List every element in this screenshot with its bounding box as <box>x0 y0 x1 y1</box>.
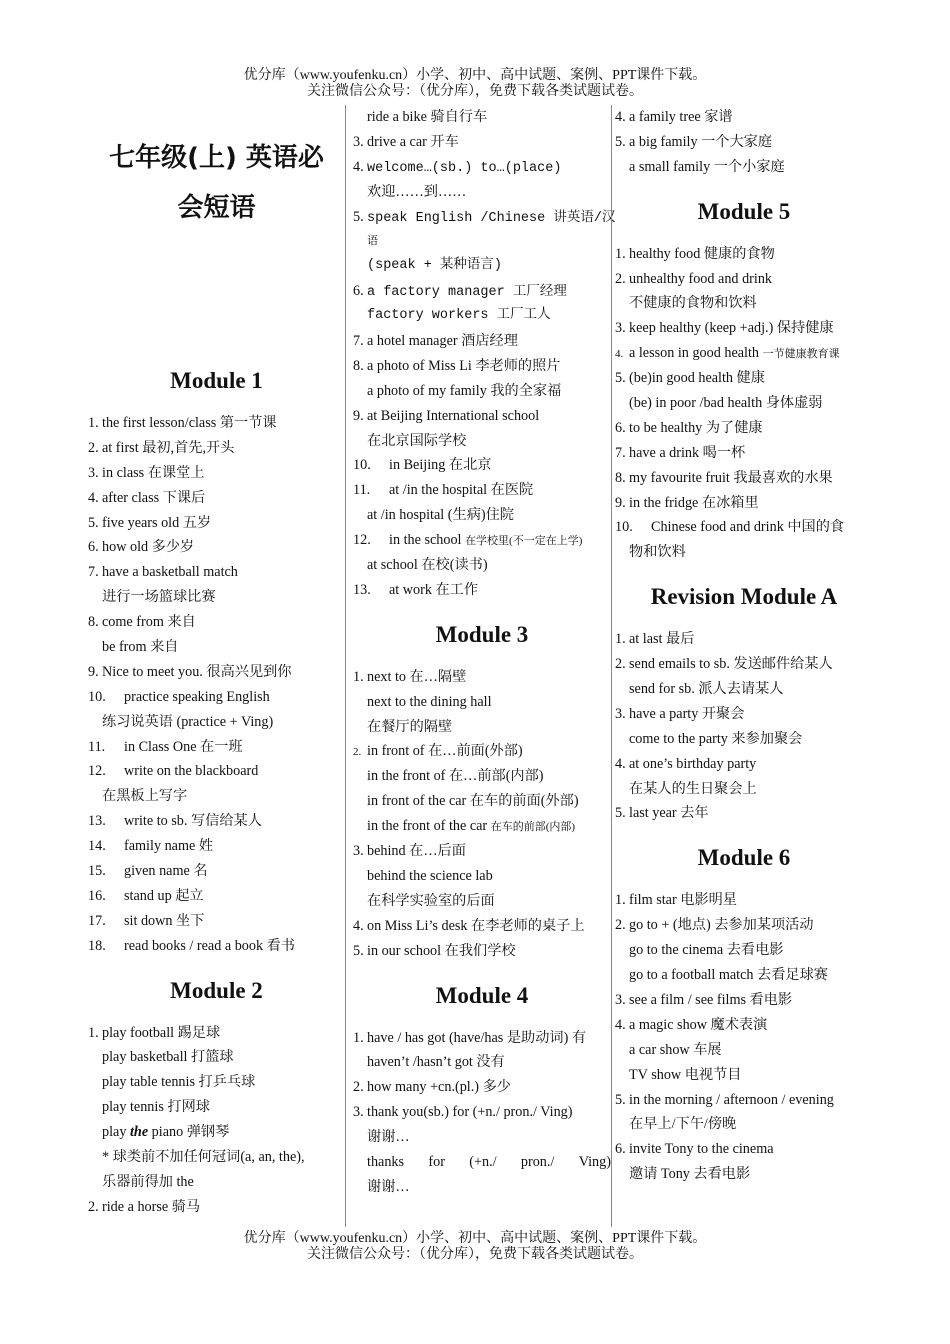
list-item-cont: come to the party 来参加聚会 <box>629 730 803 747</box>
list-item: 11. at /in the hospital 在医院 <box>353 482 534 499</box>
list-item-cont: 邀请 Tony 去看电影 <box>629 1166 751 1183</box>
list-item-cont: factory workers 工厂工人 <box>367 308 551 324</box>
list-item: 17. sit down 坐下 <box>88 912 205 929</box>
list-item: 2. in front of 在…前面(外部) <box>353 743 523 760</box>
page-footer <box>0 1231 950 1263</box>
list-item-cont: go to a football match 去看足球赛 <box>629 967 828 984</box>
title-line-1: 七年级(上) 英语必 <box>109 143 324 173</box>
list-item-cont: at school 在校(读书) <box>367 557 488 574</box>
list-item: 5. last year 去年 <box>615 805 709 822</box>
list-item: 3. in class 在课堂上 <box>88 464 205 481</box>
list-item: 1. have / has got (have/has 是助动词) 有 <box>353 1029 587 1046</box>
module-2-list <box>88 1021 345 1220</box>
list-item-cont: play the piano 弹钢琴 <box>102 1124 230 1141</box>
list-item: 8. my favourite fruit 我最喜欢的水果 <box>615 469 833 486</box>
list-item: 4. at one’s birthday party <box>615 755 757 772</box>
list-item: 13. write to sb. 写信给某人 <box>88 813 262 830</box>
list-item: 4. welcome…(sb.) to…(place) <box>353 158 562 176</box>
list-item: 1. next to 在…隔壁 <box>353 668 467 685</box>
list-item: 10. in Beijing 在北京 <box>353 457 492 474</box>
page-header <box>0 68 950 100</box>
list-item-cont: go to the cinema 去看电影 <box>629 942 784 959</box>
list-item-cont: send for sb. 派人去请某人 <box>629 681 784 698</box>
list-item: 1. healthy food 健康的食物 <box>615 245 775 262</box>
list-item: 3. thank you(sb.) for (+n./ pron./ Ving) <box>353 1104 573 1121</box>
list-item: 2. ride a horse 骑马 <box>88 1198 201 1215</box>
list-item: 4. a lesson in good health 一节健康教育课 <box>615 345 840 362</box>
document-title <box>88 133 345 233</box>
list-item: 2. unhealthy food and drink <box>615 270 773 287</box>
list-item: 6. invite Tony to the cinema <box>615 1141 774 1158</box>
list-item: 12. write on the blackboard <box>88 763 259 780</box>
list-item-cont: behind the science lab <box>367 867 493 884</box>
list-item: 2. how many +cn.(pl.) 多少 <box>353 1079 511 1096</box>
list-item: 6. a factory manager 工厂经理 <box>353 283 567 301</box>
list-item-cont: in the front of 在…前部(内部) <box>367 768 544 785</box>
list-item: 12. in the school 在学校里(不一定在上学) <box>353 532 583 549</box>
list-item: 13. at work 在工作 <box>353 581 479 598</box>
module-1-heading: Module 1 <box>170 368 263 393</box>
list-item-cont: ride a bike 骑自行车 <box>367 109 488 125</box>
list-item: 10. Chinese food and drink 中国的食 <box>615 519 845 536</box>
list-item-cont: 练习说英语 (practice + Ving) <box>102 713 274 730</box>
module-4-list-cont <box>615 105 873 180</box>
list-item: 8. come from 来自 <box>88 614 196 631</box>
list-item: 9. in the fridge 在冰箱里 <box>615 494 759 511</box>
list-item: 9. at Beijing International school <box>353 407 540 424</box>
list-item-cont: 不健康的食物和饮料 <box>629 295 757 312</box>
list-item: 2. send emails to sb. 发送邮件给某人 <box>615 656 833 673</box>
list-item-cont: 在早上/下午/傍晚 <box>629 1116 737 1133</box>
module-6-heading: Module 6 <box>697 845 791 871</box>
list-item-cont: (be) in poor /bad health 身体虚弱 <box>629 395 823 412</box>
module-3-list <box>353 665 611 964</box>
revision-module-a-heading: Revision Module A <box>650 584 838 610</box>
list-item-cont: in the front of the car 在车的前部(内部) <box>367 818 576 835</box>
footer-line-2: 关注微信公众号：（优分库），免费下载各类试题试卷。 <box>307 1247 643 1262</box>
list-item: 3. have a party 开聚会 <box>615 705 745 722</box>
list-item: 15. given name 名 <box>88 863 208 880</box>
list-item-cont: a photo of my family 我的全家福 <box>367 382 562 399</box>
list-item: 7. a hotel manager 酒店经理 <box>353 333 518 350</box>
list-item-cont: TV show 电视节目 <box>629 1066 742 1083</box>
column-3 <box>611 105 873 1227</box>
list-item: 7. have a basketball match <box>88 564 238 581</box>
list-item: 9. Nice to meet you. 很高兴见到你 <box>88 663 292 680</box>
note: 乐器前得加 the <box>102 1173 194 1190</box>
list-item-cont: 在某人的生日聚会上 <box>629 780 757 797</box>
list-item: 18. read books / read a book 看书 <box>88 937 295 954</box>
list-item: 5. (be)in good health 健康 <box>615 370 765 387</box>
list-item: 11. in Class One 在一班 <box>88 738 243 755</box>
list-item: 2. at first 最初,首先,开头 <box>88 439 235 456</box>
list-item: 5. a big family 一个大家庭 <box>615 133 773 150</box>
column-2 <box>345 105 616 1227</box>
list-item-cont: 在餐厅的隔壁 <box>367 718 453 735</box>
list-item-cont: at /in hospital (生病)住院 <box>367 507 514 524</box>
list-item: 10. practice speaking English <box>88 688 270 705</box>
list-item-cont: 谢谢… <box>367 1129 410 1146</box>
list-item: 3. see a film / see films 看电影 <box>615 991 793 1008</box>
list-item: 2. go to + (地点) 去参加某项活动 <box>615 917 814 934</box>
list-item-cont: 在北京国际学校 <box>367 432 467 449</box>
list-item-cont: haven’t /hasn’t got 没有 <box>367 1054 505 1071</box>
list-item-cont: thanks for (+n./ pron./ Ving) <box>367 1153 611 1170</box>
list-item: 5. in our school 在我们学校 <box>353 942 516 959</box>
list-item-cont: 物和饮料 <box>629 544 686 561</box>
module-1-list <box>88 411 345 959</box>
list-item: 3. drive a car 开车 <box>353 133 459 150</box>
list-item: 1. film star 电影明星 <box>615 892 737 909</box>
list-item: 5. in the morning / afternoon / evening <box>615 1091 834 1108</box>
list-item-cont: 在黑板上写字 <box>102 788 188 805</box>
list-item: 1. the first lesson/class 第一节课 <box>88 415 277 431</box>
list-item: 3. behind 在…后面 <box>353 843 466 860</box>
header-line-2: 关注微信公众号：（优分库），免费下载各类试题试卷。 <box>307 84 643 99</box>
list-item-cont: 语 <box>367 235 378 248</box>
list-item-cont: 谢谢… <box>367 1178 410 1195</box>
list-item-cont: in front of the car 在车的前面(外部) <box>367 793 579 810</box>
list-item-cont: play table tennis 打乒乓球 <box>102 1074 256 1091</box>
list-item-cont: a small family 一个小家庭 <box>629 158 785 175</box>
list-item: 8. a photo of Miss Li 李老师的照片 <box>353 357 561 374</box>
column-1 <box>88 105 345 1227</box>
title-line-2: 会短语 <box>177 193 256 223</box>
list-item: 5. speak English /Chinese 讲英语/汉 <box>353 208 616 226</box>
list-item: 14. family name 姓 <box>88 838 214 855</box>
list-item: 3. keep healthy (keep +adj.) 保持健康 <box>615 320 834 337</box>
list-item: 4. a magic show 魔术表演 <box>615 1016 768 1033</box>
header-line-1: 优分库（www.youfenku.cn）小学、初中、高中试题、案例、PPT课件下载。 <box>243 68 707 83</box>
list-item: 4. on Miss Li’s desk 在李老师的桌子上 <box>353 917 585 934</box>
module-5-list <box>615 242 873 566</box>
list-item: 4. after class 下课后 <box>88 489 206 506</box>
list-item: 6. to be healthy 为了健康 <box>615 419 763 436</box>
list-item: 7. have a drink 喝一杯 <box>615 444 746 461</box>
list-item: 16. stand up 起立 <box>88 887 204 904</box>
list-item: 6. how old 多少岁 <box>88 539 195 556</box>
list-item-cont: be from 来自 <box>102 639 179 656</box>
module-2-heading: Module 2 <box>170 977 263 1003</box>
list-item: 1. play football 踢足球 <box>88 1024 221 1041</box>
module-4-heading: Module 4 <box>435 982 529 1008</box>
list-item-cont: next to the dining hall <box>367 693 492 710</box>
list-item-cont: (speak + 某种语言) <box>367 258 503 274</box>
list-item-cont: a car show 车展 <box>629 1041 722 1058</box>
list-item: 5. five years old 五岁 <box>88 514 212 531</box>
note: * 球类前不加任何冠词(a, an, the), <box>102 1149 305 1166</box>
footer-line-1: 优分库（www.youfenku.cn）小学、初中、高中试题、案例、PPT课件下载。 <box>243 1231 707 1246</box>
list-item: 4. a family tree 家谱 <box>615 109 733 125</box>
list-item-cont: 在科学实验室的后面 <box>367 892 495 909</box>
module-4-list <box>353 1026 611 1200</box>
module-3-heading: Module 3 <box>435 621 529 647</box>
list-item: 1. at last 最后 <box>615 631 695 648</box>
revision-module-a-list <box>615 627 873 826</box>
module-2-list-cont <box>353 105 616 603</box>
list-item-cont: 进行一场篮球比赛 <box>102 589 216 606</box>
module-6-list <box>615 888 873 1187</box>
module-5-heading: Module 5 <box>697 198 791 224</box>
list-item-cont: play basketball 打篮球 <box>102 1049 234 1066</box>
list-item-cont: play tennis 打网球 <box>102 1099 210 1116</box>
list-item-cont: 欢迎……到…… <box>367 183 467 200</box>
